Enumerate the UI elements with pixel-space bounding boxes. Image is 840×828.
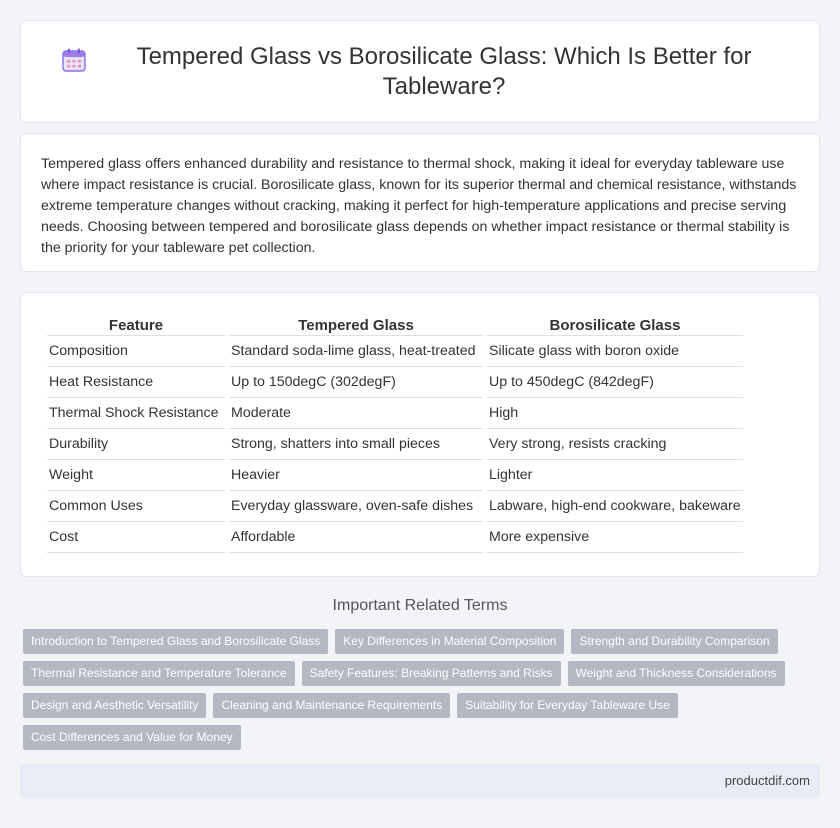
related-terms-tags [23, 629, 803, 750]
related-term-tag[interactable]: Design and Aesthetic Versatility [23, 693, 206, 718]
borosilicate-cell: Very strong, resists cracking [487, 429, 743, 460]
tempered-cell: Standard soda-lime glass, heat-treated [229, 336, 483, 367]
borosilicate-cell: High [487, 398, 743, 429]
related-term-tag[interactable]: Strength and Durability Comparison [571, 629, 777, 654]
footer [20, 764, 820, 798]
tempered-cell: Strong, shatters into small pieces [229, 429, 483, 460]
feature-cell: Thermal Shock Resistance [47, 398, 225, 429]
tempered-cell: Up to 150degC (302degF) [229, 367, 483, 398]
calendar-icon [61, 47, 87, 73]
related-term-tag[interactable]: Cleaning and Maintenance Requirements [213, 693, 450, 718]
related-term-tag[interactable]: Cost Differences and Value for Money [23, 725, 241, 750]
title-card [20, 20, 820, 123]
table-row [47, 522, 743, 553]
related-term-tag[interactable]: Suitability for Everyday Tableware Use [457, 693, 678, 718]
table-row [47, 429, 743, 460]
table-card [20, 292, 820, 577]
title-wrap [21, 21, 819, 122]
header-borosilicate-glass: Borosilicate Glass [487, 313, 743, 336]
tempered-cell: Moderate [229, 398, 483, 429]
intro-card [20, 133, 820, 272]
comparison-table [43, 313, 747, 553]
related-terms-title: Important Related Terms [332, 597, 508, 614]
feature-cell: Durability [47, 429, 225, 460]
related-term-tag[interactable]: Safety Features: Breaking Patterns and Risks [302, 661, 561, 686]
borosilicate-cell: Silicate glass with boron oxide [487, 336, 743, 367]
borosilicate-cell: Labware, high-end cookware, bakeware [487, 491, 743, 522]
feature-cell: Common Uses [47, 491, 225, 522]
table-row [47, 336, 743, 367]
feature-cell: Cost [47, 522, 225, 553]
feature-cell: Heat Resistance [47, 367, 225, 398]
table-row [47, 491, 743, 522]
page-title: Tempered Glass vs Borosilicate Glass: Which Is Better for Tableware? [136, 42, 752, 100]
table-row [47, 398, 743, 429]
intro-paragraph: Tempered glass offers enhanced durability and resistance to thermal shock, making it ideal for everyday tableware use where impact resistance is crucial. Borosilicate glass, known for its superior thermal and chemical resistance, withstands extreme temperature changes without cracking, making it perfect for high-temperature applications and precise serving needs. Choosing between tempered and borosilicate glass depends on whether impact resistance or thermal stability is the priority for your tableware pet collection. [41, 156, 797, 256]
tempered-cell: Everyday glassware, oven-safe dishes [229, 491, 483, 522]
feature-cell: Weight [47, 460, 225, 491]
related-term-tag[interactable]: Introduction to Tempered Glass and Borosilicate Glass [23, 629, 328, 654]
table-row [47, 367, 743, 398]
feature-cell: Composition [47, 336, 225, 367]
related-term-tag[interactable]: Key Differences in Material Composition [335, 629, 564, 654]
related-term-tag[interactable]: Thermal Resistance and Temperature Tolerance [23, 661, 295, 686]
footer-domain[interactable]: productdif.com [724, 773, 810, 788]
borosilicate-cell: More expensive [487, 522, 743, 553]
related-term-tag[interactable]: Weight and Thickness Considerations [568, 661, 785, 686]
header-feature: Feature [47, 313, 225, 336]
header-tempered-glass: Tempered Glass [229, 313, 483, 336]
table-header-row [47, 313, 743, 336]
tempered-cell: Affordable [229, 522, 483, 553]
borosilicate-cell: Up to 450degC (842degF) [487, 367, 743, 398]
borosilicate-cell: Lighter [487, 460, 743, 491]
table-row [47, 460, 743, 491]
tempered-cell: Heavier [229, 460, 483, 491]
